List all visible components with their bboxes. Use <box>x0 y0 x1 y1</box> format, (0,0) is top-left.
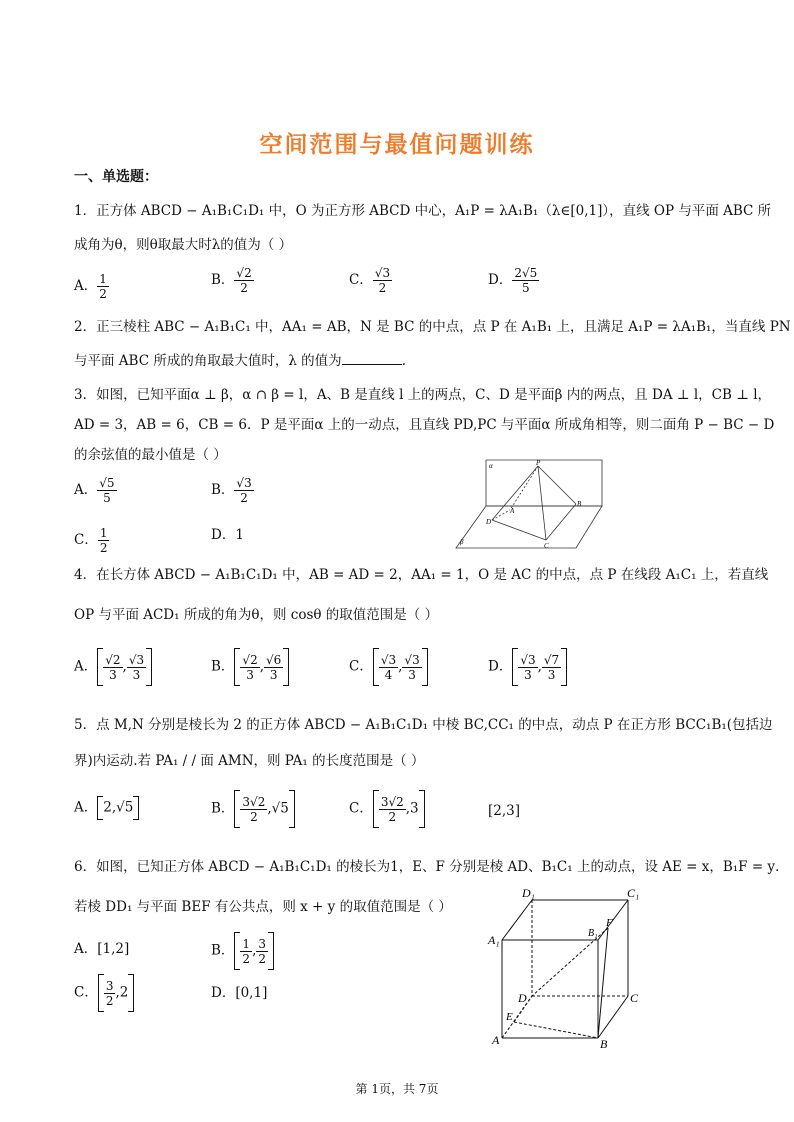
q2-line1: 2．正三棱柱 ABC − A₁B₁C₁ 中，AA₁ = AB，N 是 BC 的中点，点 P 在 A₁B₁ 上，且满足 A₁P = λA₁B₁，当直线 PN <box>74 319 791 335</box>
q4-line2: OP 与平面 ACD₁ 所成的角为θ，则 cosθ 的取值范围是（ ） <box>74 607 439 623</box>
fig3-label-beta: β <box>460 538 464 546</box>
q3-option-c: C． $\frac{1}{2}$ <box>74 526 108 555</box>
answer-blank <box>342 364 402 365</box>
fig3-label-c: C <box>544 542 549 550</box>
page-title: 空间范围与最值问题训练 <box>259 132 535 158</box>
fig6-label-c: C <box>630 991 639 1005</box>
q3-line2: AD = 3，AB = 6，CB = 6．P 是平面α 上的一动点，且直线 PD,PC 与平面α 所成角相等，则二面角 P − BC − D <box>74 417 775 433</box>
q6-option-d: D．[0,1] <box>211 985 268 1001</box>
q6-option-b: B． $\frac{1}{2}$ , $\frac{3}{2}$ <box>211 932 274 970</box>
q2-line2: 与平面 ABC 所成的角取最大值时，λ 的值为 . <box>74 353 406 369</box>
q4-line1: 4．在长方体 ABCD − A₁B₁C₁D₁ 中，AB = AD = 2，AA₁ = 1，O 是 AC 的中点，点 P 在线段 A₁C₁ 上，若直线 <box>74 567 769 583</box>
q6-option-c: C． $\frac{3}{2}$ ,2 <box>74 974 134 1012</box>
q3-option-a: A． $\frac{√5}{5}$ <box>74 476 115 505</box>
q1-option-b: B． $\frac{√2}{2}$ <box>211 266 252 295</box>
fig6-label-c1: C₁ <box>627 886 640 900</box>
fig6-label-b1: B₁ <box>588 928 598 939</box>
q4-option-b: B． $\frac{√2}{3}$ , $\frac{√6}{3}$ <box>211 648 289 686</box>
q5-option-a: A． 2,√5 <box>74 796 139 820</box>
q5-option-d: [2,3] <box>488 803 521 819</box>
fig6-label-f: F <box>606 917 613 929</box>
q3-option-d: D．1 <box>211 527 244 543</box>
figure-q3-planes <box>448 456 608 552</box>
fig3-label-d: D <box>486 518 492 526</box>
q3-line3: 的余弦值的最小值是（ ） <box>74 447 227 463</box>
q3-line1: 3．如图，已知平面α ⊥ β，α ∩ β = l，A、B 是直线 l 上的两点，C、D 是平面β 内的两点，且 DA ⊥ l，CB ⊥ l， <box>74 387 772 403</box>
fig3-label-alpha: α <box>489 462 493 470</box>
q1-line2: 成角为θ，则θ取最大时λ的值为（ ） <box>74 237 293 253</box>
fig3-label-b: B <box>577 500 582 508</box>
figure-q6-cube <box>484 884 650 1054</box>
q6-line1: 6．如图，已知正方体 ABCD − A₁B₁C₁D₁ 的棱长为1，E、F 分别是棱 AD、B₁C₁ 上的动点，设 AE = x，B₁F = y． <box>74 859 789 875</box>
q4-option-a: A． $\frac{√2}{3}$ , $\frac{√3}{3}$ <box>74 648 152 686</box>
q5-option-c: C． $\frac{3√2}{2}$ ,3 <box>349 790 425 828</box>
q1-option-a: A． $\frac{1}{2}$ <box>74 272 107 301</box>
fig6-label-b: B <box>600 1037 608 1051</box>
fig3-label-a: A <box>510 507 515 515</box>
fig6-label-e: E <box>506 1011 513 1023</box>
page-footer: 第 1页，共 7页 <box>355 1082 439 1096</box>
section-heading: 一、单选题： <box>74 169 158 185</box>
q4-option-d: D． $\frac{√3}{3}$ , $\frac{√7}{3}$ <box>488 648 567 686</box>
fig6-label-d1: D₁ <box>522 886 535 900</box>
fig6-label-a: A <box>492 1033 500 1047</box>
fig6-label-d: D <box>518 991 527 1005</box>
q4-option-c: C． $\frac{√3}{4}$ , $\frac{√3}{3}$ <box>349 648 428 686</box>
fig6-label-a1: A₁ <box>488 933 500 947</box>
q1-option-d: D． $\frac{2√5}{5}$ <box>488 266 538 295</box>
fig3-label-p: P <box>536 459 541 467</box>
q3-option-b: B． $\frac{√3}{2}$ <box>211 476 252 505</box>
q5-line1: 5．点 M,N 分别是棱长为 2 的正方体 ABCD − A₁B₁C₁D₁ 中棱 BC,CC₁ 的中点，动点 P 在正方形 BCC₁B₁(包括边 <box>74 717 773 733</box>
q1-option-c: C． $\frac{√3}{2}$ <box>349 266 391 295</box>
q6-option-a: A．[1,2] <box>74 941 130 957</box>
q5-line2: 界)内运动.若 PA₁ / / 面 AMN，则 PA₁ 的长度范围是（ ） <box>74 753 425 769</box>
q1-line1: 1．正方体 ABCD − A₁B₁C₁D₁ 中，O 为正方形 ABCD 中心，A₁P = λA₁B₁（λ∈[0,1]），直线 OP 与平面 ABC 所 <box>74 203 772 219</box>
q6-line2: 若棱 DD₁ 与平面 BEF 有公共点，则 x + y 的取值范围是（ ） <box>74 899 452 915</box>
q5-option-b: B． $\frac{3√2}{2}$ ,√5 <box>211 790 295 828</box>
